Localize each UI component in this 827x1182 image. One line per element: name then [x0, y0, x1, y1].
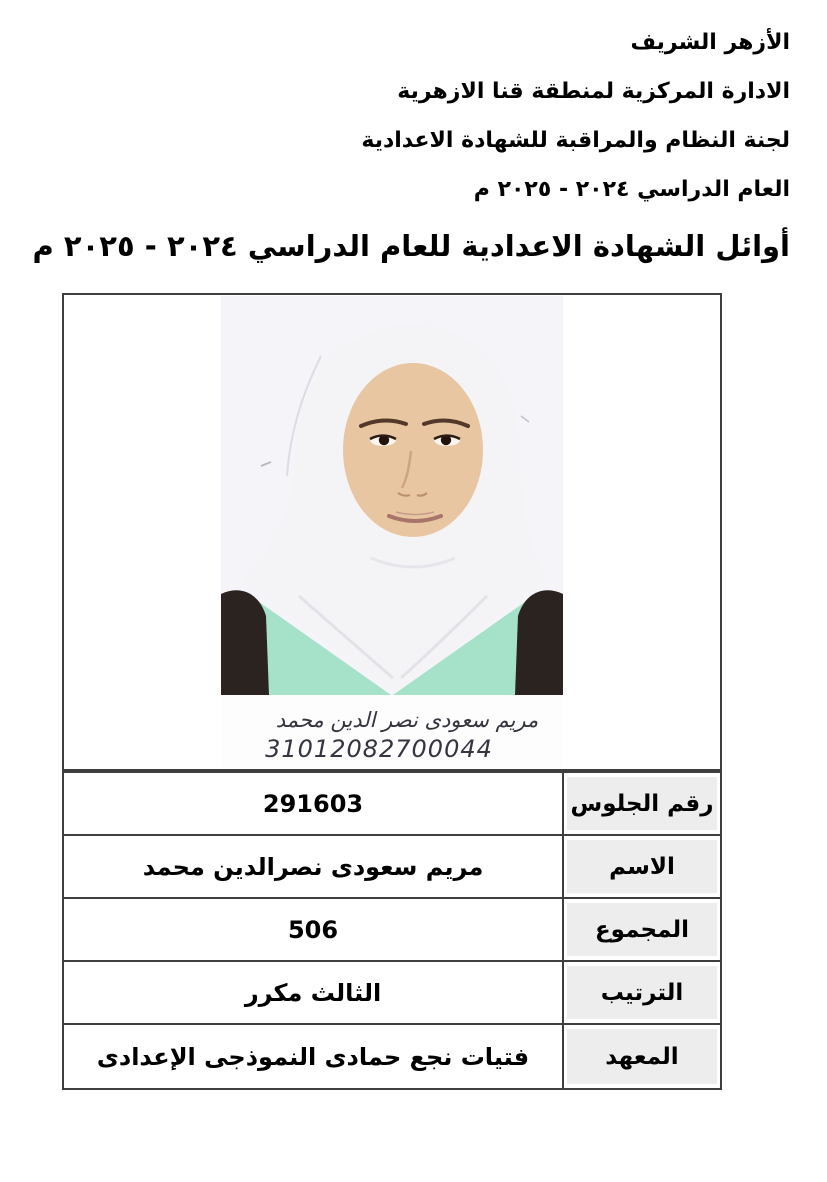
- total-value: 506: [287, 915, 339, 944]
- row-institute: [64, 1025, 720, 1088]
- total-label: المجموع: [567, 903, 717, 956]
- header-line-org: الأزهر الشريف: [630, 30, 790, 55]
- photo-frame: [62, 293, 722, 771]
- header-line-administration: الادارة المركزية لمنطقة قنا الازهرية: [397, 79, 790, 104]
- label-cell-name: [562, 836, 720, 897]
- label-cell-institute: [562, 1025, 720, 1088]
- label-cell-total: [562, 899, 720, 960]
- header-line-academic-year: العام الدراسي ٢٠٢٤ - ٢٠٢٥ م: [473, 177, 790, 202]
- row-total: [64, 899, 720, 962]
- label-cell-rank: [562, 962, 720, 1023]
- institute-value: فتيات نجع حمادى النموذجى الإعدادى: [96, 1042, 530, 1071]
- rank-value: الثالث مكرر: [244, 978, 382, 1007]
- name-value: مريم سعودى نصرالدين محمد: [142, 852, 484, 881]
- header-line-committee: لجنة النظام والمراقبة للشهادة الاعدادية: [361, 128, 790, 153]
- photo-caption-name: مريم سعودى نصر الدين محمد: [275, 708, 539, 732]
- row-seat-number: [64, 773, 720, 836]
- seat-number-label: رقم الجلوس: [567, 777, 717, 830]
- photo-caption-id: 31012082700044: [265, 735, 493, 763]
- institute-label: المعهد: [567, 1029, 717, 1084]
- header-block: [32, 18, 790, 272]
- label-cell-seat-number: [562, 773, 720, 834]
- name-label: الاسم: [567, 840, 717, 893]
- seat-number-value: 291603: [262, 789, 364, 818]
- page-title: أوائل الشهادة الاعدادية للعام الدراسي ٢٠٢٤ - ٢٠٢٥ م: [32, 229, 790, 263]
- rank-label: الترتيب: [567, 966, 717, 1019]
- row-name: [64, 836, 720, 899]
- results-table: [62, 771, 722, 1090]
- student-photo: [221, 296, 563, 768]
- row-rank: [64, 962, 720, 1025]
